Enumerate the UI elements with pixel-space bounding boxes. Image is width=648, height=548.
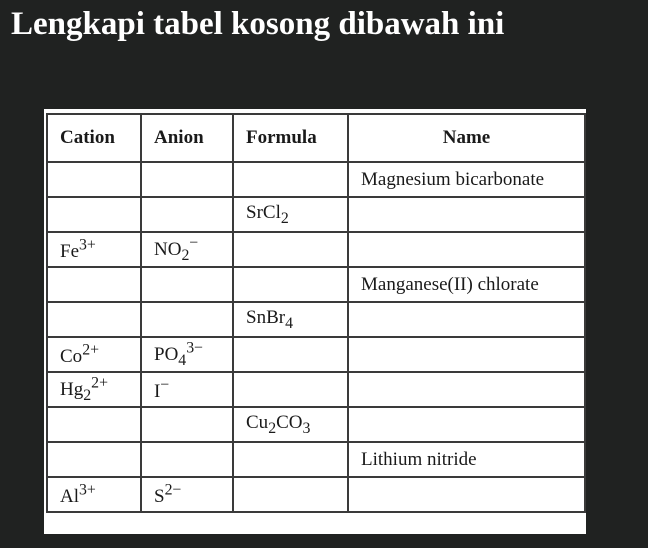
cell-formula xyxy=(233,232,348,267)
cell-name xyxy=(348,337,585,372)
chemical-formula: $Cu_2CO_3$ xyxy=(246,411,311,437)
table-row xyxy=(47,267,585,302)
cell-anion xyxy=(141,337,233,372)
chemical-formula: $Hg_2^{2+}$ xyxy=(60,374,108,404)
chemistry-table xyxy=(46,113,586,513)
cell-formula xyxy=(233,477,348,512)
cell-anion xyxy=(141,372,233,407)
cell-name xyxy=(348,372,585,407)
chemical-formula: I− xyxy=(154,376,170,402)
cell-anion xyxy=(141,232,233,267)
cell-formula xyxy=(233,442,348,477)
cell-name: Magnesium bicarbonate xyxy=(348,162,585,197)
cell-anion xyxy=(141,442,233,477)
cell-name xyxy=(348,477,585,512)
table-row xyxy=(47,302,585,337)
table-row xyxy=(47,337,585,372)
header-anion: Anion xyxy=(141,114,233,162)
cell-anion xyxy=(141,267,233,302)
cell-cation xyxy=(47,302,141,337)
cell-anion xyxy=(141,162,233,197)
cell-name xyxy=(348,197,585,232)
chemical-formula: $PO_4^{3-}$ xyxy=(154,339,204,369)
cell-anion xyxy=(141,407,233,442)
cell-formula xyxy=(233,162,348,197)
header-cation: Cation xyxy=(47,114,141,162)
header-row xyxy=(47,114,585,162)
chemical-formula: $Al^{3+}$ xyxy=(60,481,96,507)
cell-cation xyxy=(47,267,141,302)
cell-anion xyxy=(141,197,233,232)
cell-formula xyxy=(233,337,348,372)
table-row xyxy=(47,232,585,267)
header-formula: Formula xyxy=(233,114,348,162)
cell-formula xyxy=(233,407,348,442)
cell-formula xyxy=(233,302,348,337)
cell-name xyxy=(348,407,585,442)
cell-formula xyxy=(233,267,348,302)
cell-cation xyxy=(47,372,141,407)
table-row xyxy=(47,372,585,407)
chemical-formula: SnBr$_4$ xyxy=(246,306,293,332)
table-card xyxy=(44,109,586,534)
cell-anion xyxy=(141,302,233,337)
cell-cation xyxy=(47,162,141,197)
cell-anion xyxy=(141,477,233,512)
chemical-formula: $S^{2-}$ xyxy=(154,481,182,507)
page-title: Lengkapi tabel kosong dibawah ini xyxy=(11,6,505,42)
chemical-formula: $Co^{2+}$ xyxy=(60,341,100,367)
cell-name: Lithium nitride xyxy=(348,442,585,477)
cell-name xyxy=(348,232,585,267)
cell-formula xyxy=(233,372,348,407)
table-row xyxy=(47,407,585,442)
cell-name: Manganese(II) chlorate xyxy=(348,267,585,302)
table-row xyxy=(47,162,585,197)
cell-cation xyxy=(47,407,141,442)
table-row xyxy=(47,477,585,512)
chemical-formula: $Fe^{3+}$ xyxy=(60,236,96,262)
cell-cation xyxy=(47,442,141,477)
cell-cation xyxy=(47,477,141,512)
table-row xyxy=(47,197,585,232)
cell-cation xyxy=(47,232,141,267)
cell-cation xyxy=(47,337,141,372)
cell-name xyxy=(348,302,585,337)
chemical-formula: SrCl$_2$ xyxy=(246,201,289,227)
chemical-formula: $NO_2^-$ xyxy=(154,234,199,264)
header-name: Name xyxy=(348,114,585,162)
cell-cation xyxy=(47,197,141,232)
cell-formula xyxy=(233,197,348,232)
table-row xyxy=(47,442,585,477)
